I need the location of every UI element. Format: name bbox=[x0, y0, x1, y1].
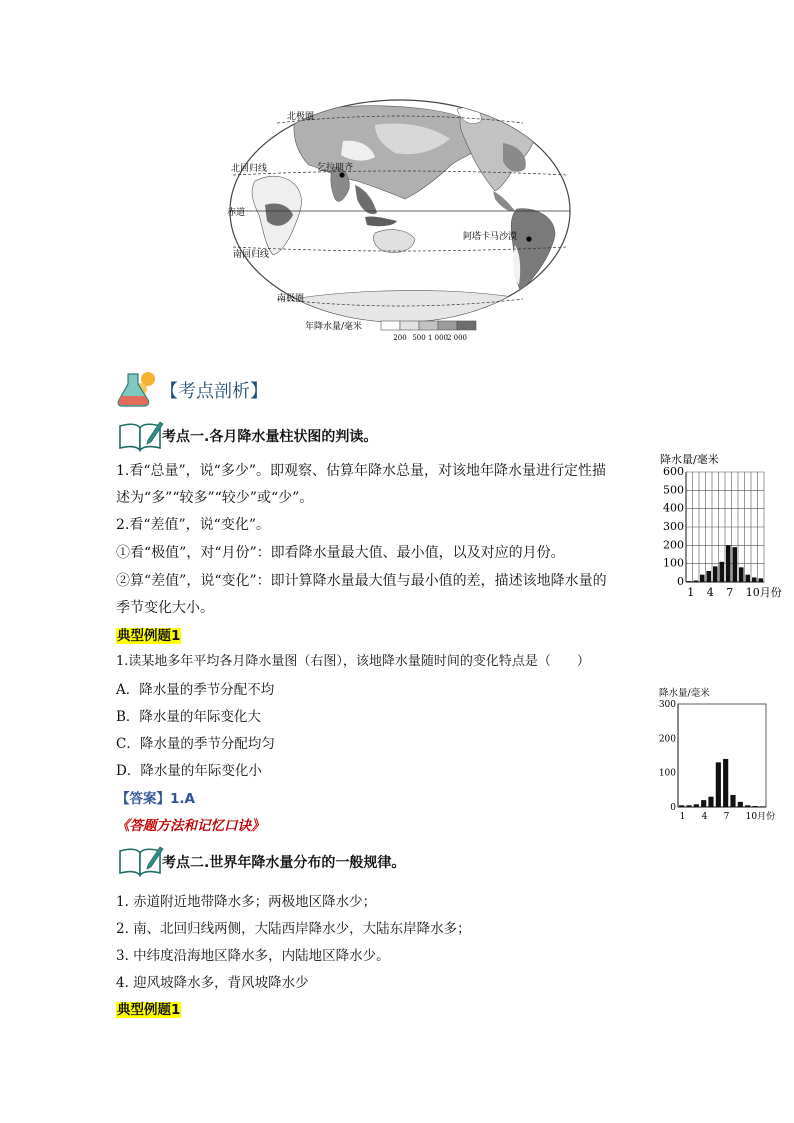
legend-swatch bbox=[438, 321, 457, 330]
legend-swatch bbox=[381, 321, 400, 330]
city1-label: 乞拉朋齐 bbox=[317, 163, 354, 173]
city2-marker bbox=[526, 236, 531, 241]
kp1-answer: 【答案】1.A bbox=[116, 791, 195, 807]
chart1-ylabel: 降水量/毫米 bbox=[660, 453, 719, 466]
legend-swatch bbox=[419, 321, 438, 330]
bar bbox=[708, 797, 713, 807]
y-tick-label: 200 bbox=[663, 538, 684, 552]
legend-ticks bbox=[393, 334, 467, 342]
x-tick-label: 10月份 bbox=[745, 812, 776, 822]
kp2-title: 考点二.世界年降水量分布的一般规律。 bbox=[162, 855, 406, 871]
notebook-pencil-icon bbox=[118, 843, 164, 877]
bar bbox=[701, 800, 706, 807]
kp1-example-label: 典型例题1 bbox=[117, 628, 181, 644]
kp2-example-label: 典型例题1 bbox=[117, 1002, 181, 1018]
flask-icon bbox=[118, 368, 160, 408]
y-tick-label: 200 bbox=[658, 734, 676, 745]
y-tick-label: 0 bbox=[670, 803, 676, 813]
bar bbox=[758, 578, 763, 582]
city1-marker bbox=[339, 172, 344, 177]
y-tick-label: 0 bbox=[677, 575, 684, 588]
bar bbox=[719, 562, 724, 582]
y-tick-label: 600 bbox=[663, 465, 684, 478]
tropic-capricorn-label: 南回归线 bbox=[233, 250, 270, 260]
kp1-line: ②算“差值”，说“变化”：即计算降水量最大值与最小值的差，描述该地降水量的 bbox=[116, 573, 607, 589]
bar bbox=[726, 545, 731, 582]
bar bbox=[723, 759, 728, 807]
precip-chart-2 bbox=[650, 682, 776, 827]
x-tick-label: 1 bbox=[687, 586, 695, 599]
x-tick-label: 4 bbox=[701, 812, 708, 822]
section-title: 【考点剖析】 bbox=[160, 381, 268, 402]
antarctic-circle-label: 南极圈 bbox=[277, 294, 305, 304]
world-precipitation-map bbox=[225, 95, 575, 350]
bar bbox=[713, 566, 718, 582]
x-tick-label: 7 bbox=[726, 586, 734, 599]
option-a: A．降水量的季节分配不均 bbox=[116, 682, 275, 698]
y-tick-label: 400 bbox=[663, 501, 684, 515]
x-tick-label: 1 bbox=[679, 812, 686, 822]
legend-swatch bbox=[400, 321, 419, 330]
chart2-ylabel: 降水量/毫米 bbox=[659, 688, 710, 699]
y-tick-label: 500 bbox=[663, 483, 684, 497]
option-d: D．降水量的年际变化小 bbox=[116, 763, 262, 779]
bar bbox=[732, 547, 737, 582]
kp1-title: 考点一.各月降水量柱状图的判读。 bbox=[162, 429, 378, 445]
kp1-line: 2.看“差值”，说“变化”。 bbox=[116, 517, 270, 533]
x-tick-label: 7 bbox=[723, 812, 730, 822]
city2-label: 阿塔卡马沙漠 bbox=[463, 232, 518, 242]
y-tick-label: 100 bbox=[658, 768, 676, 779]
kp1-method: 《答题方法和记忆口诀》 bbox=[116, 818, 265, 834]
notebook-pencil-icon bbox=[118, 418, 164, 452]
precip-chart-1 bbox=[650, 448, 782, 599]
equator-label: 赤道 bbox=[227, 208, 246, 218]
bar bbox=[738, 802, 743, 807]
kp2-line: 2. 南、北回归线两侧，大陆西岸降水少，大陆东岸降水多； bbox=[116, 921, 471, 937]
bar bbox=[739, 567, 744, 582]
tropic-cancer-label: 北回归线 bbox=[231, 164, 268, 174]
legend-title: 年降水量/毫米 bbox=[305, 322, 363, 332]
legend-swatches bbox=[381, 321, 476, 330]
bar bbox=[730, 795, 735, 807]
kp1-line: 1.看“总量”，说“多少”。即观察、估算年降水总量，对该地年降水量进行定性描 bbox=[116, 463, 606, 479]
plot-frame bbox=[678, 704, 766, 807]
kp2-line: 4. 迎风坡降水多，背风坡降水少 bbox=[116, 975, 309, 991]
kp2-line: 1. 赤道附近地带降水多；两极地区降水少； bbox=[116, 894, 377, 910]
x-tick-label: 10月份 bbox=[745, 586, 782, 599]
bar bbox=[745, 575, 750, 582]
legend-tick-label: 500 bbox=[412, 334, 426, 342]
option-c: C．降水量的季节分配均匀 bbox=[116, 736, 275, 752]
bar bbox=[706, 571, 711, 582]
kp1-question: 1.读某地多年平均各月降水量图（右图），该地降水量随时间的变化特点是（ ） bbox=[116, 654, 590, 669]
bar bbox=[716, 762, 721, 807]
y-tick-label: 100 bbox=[663, 556, 684, 570]
bar bbox=[700, 575, 705, 582]
legend-tick-label: 200 bbox=[393, 334, 407, 342]
kp1-line: ①看“极值”，对“月份”：即看降水量最大值、最小值，以及对应的月份。 bbox=[116, 545, 565, 561]
kp2-line: 3. 中纬度沿海地区降水多，内陆地区降水少。 bbox=[116, 948, 390, 964]
legend-tick-label: 2 000 bbox=[446, 334, 468, 342]
legend-tick-label: 1 000 bbox=[427, 334, 449, 342]
y-tick-label: 300 bbox=[663, 520, 684, 533]
bar bbox=[752, 577, 757, 582]
y-tick-label: 300 bbox=[658, 700, 676, 710]
arctic-circle-label: 北极圈 bbox=[287, 112, 315, 122]
option-b: B．降水量的年际变化大 bbox=[116, 709, 261, 725]
legend-swatch bbox=[457, 321, 476, 330]
kp1-line: 季节变化大小。 bbox=[116, 600, 214, 616]
x-tick-label: 4 bbox=[706, 586, 714, 599]
kp1-line: 述为“多”“较多”“较少”或“少”。 bbox=[116, 490, 314, 506]
